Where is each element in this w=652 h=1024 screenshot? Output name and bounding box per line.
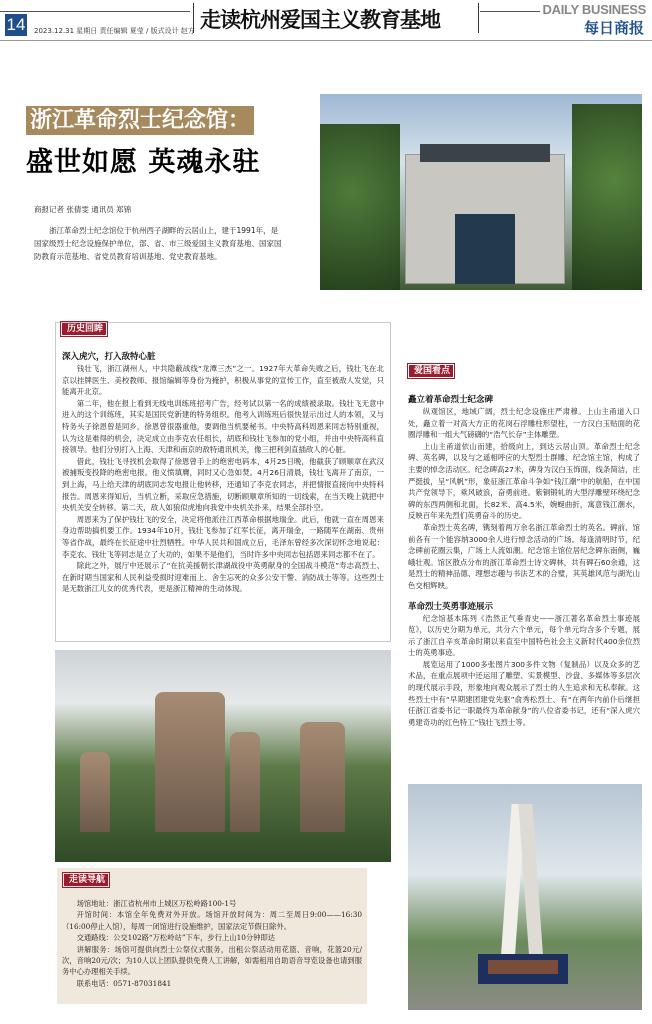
guide-info — [62, 898, 362, 989]
guide-transport: 交通路线：公交102路“万松岭站”下车，步行上山10分钟即达 — [76, 933, 276, 943]
guide-phone: 联系电话：0571-87031841 — [76, 978, 172, 988]
paragraph: 纪念馆基本陈列《浩然正气垂青史——浙江著名革命烈士事迹展览》，以历史分期为单元，共分六个单元，每个单元均含多个专题，展示了浙江自辛亥革命时期以来直至中国特色社会主义新时代400余位烈士的英勇事迹。 — [408, 613, 640, 658]
guide-address: 场馆地址：浙江省杭州市上城区万松岭路100-1号 — [76, 899, 237, 908]
paragraph: 纵观馆区，地域广阔，烈士纪念设施庄严肃穆。上山主甬道入口处，矗立着一对高大方正的花岗石浮雕柱形望柱，一方汉白玉贴面的花圈浮雕和一组大气磅礴的“浩气长存”主体雕塑。 — [408, 407, 640, 440]
memorial-hall-photo — [320, 94, 642, 290]
header-rule — [480, 11, 540, 12]
divider — [0, 40, 652, 41]
brand-english: DAILY BUSINESS — [542, 2, 646, 17]
section-label-history: 历史回眸 — [62, 323, 106, 335]
section-title: 走读杭州爱国主义教育基地 — [200, 7, 440, 32]
issue-meta: 2023.12.31 星期日 责任编辑 夏莹 / 版式设计 赵方 — [34, 27, 195, 35]
divider — [478, 3, 479, 33]
subtitle: 矗立着革命烈士纪念碑 — [408, 395, 494, 405]
paragraph: 展览运用了1000多张图片300多件文物（复制品）以及众多的艺术品，在重点展项中还运用了雕塑、实景模型、沙盘、多媒体等多层次的现代展示手段，形象地向观众展示了烈士的人生追求和无私奉献。这些烈士中有“早期建团建党先驱”俞秀松烈士、有“在两年内前仆后继担任浙江省委书记一职最终为革命献身”的八位省委书记，还有“深入虎穴勇建奇功的红色特工”钱壮飞烈士等。 — [408, 659, 640, 727]
sculpture-group-photo — [55, 650, 391, 862]
paragraph: 周恩来为了保护钱壮飞的安全，决定将他派往江西革命根据地瑞金。此后，他就一直在周恩来身边帮助搞机要工作。1934年10月，钱壮飞参加了红军长征，离开瑞金，一路随军在湖南、贵州等省作战，最终在长征途中壮烈牺牲。中华人民共和国成立后，毛泽东曾经多次深切怀念地说起：李克农、钱壮飞等同志是立了大功的，如果不是他们，当时许多中央同志包括恩来同志都不在了。 — [62, 514, 384, 559]
brand-logo: 每日商报 — [583, 19, 644, 37]
byline: 商报记者 张倩雯 通讯员 郑锦 — [34, 205, 132, 214]
guide-hours: 开馆时间：本馆全年免费对外开放。场馆开放时间为：周二至周日9:00——16:30（16:00停止入馆），每周一闭馆进行设施维护，国家法定节假日除外。 — [62, 910, 362, 931]
paragraph: 第二年，他在报上看到无线电训练班招考广告，经考试以第一名的成绩被录取。钱壮飞无意中进入的这个训练班，其实是国民党新建的特务组织。他考入训练班后很快显示出过人的本领，又与特务头子徐恩曾是同乡，徐恩曾很器重他，要调他当机要秘书。中央特高科周恩来同志特别重视，认为这是难得的机会，决定成立由李克农任组长，胡底和钱壮飞参加的党小组，并由中央特高科直接领导。他们分别打入上海、天津和南京的敌特通讯机关，像三把利剑直插敌人的心脏。 — [62, 398, 384, 455]
divider — [193, 3, 194, 33]
patriotic-column — [408, 385, 640, 728]
page-number: 14 — [6, 15, 26, 34]
history-subtitle: 深入虎穴，打入敌特心脏 — [62, 352, 156, 362]
paragraph: 上山主甬道依山而建，拾级向上，到达云居山顶。革命烈士纪念碑、英名碑，以及与之遥相呼应的大型烈士群雕、纪念馆主馆，构成了主要的悼念活动区。纪念碑高27米，碑身为汉白玉饰面，线条简洁，庄严挺拔，呈“风帆”形，象征浙江革命斗争如“钱江潮”中的航船，在中国共产党领导下，乘风破浪，奋勇前进。紫铜锻轧的大型浮雕壁环绕纪念碑的东西两侧和北面，长82米、高4.5米，婉蜒曲折，寓意钱江潮水，反映百年来先烈们英勇奋斗的历史。 — [408, 441, 640, 521]
paragraph: 除此之外，展厅中还展示了“在抗美援朝长津湖战役中英勇献身的全国战斗模范”寿志高烈士、在新时期当国家和人民利益受损时迎难而上、舍生忘死的众多公安干警、消防战士等等。这些烈士是无数浙江儿女的优秀代表，更是浙江精神的生动体现。 — [62, 561, 384, 594]
section-label-guide: 走读导航 — [64, 874, 108, 886]
header-rule — [0, 11, 190, 12]
paragraph: 革命烈士英名碑，镌刻着两万余名浙江革命烈士的英名。碑前、馆前各有一个能容纳3000余人进行悼念活动的广场。每逢清明时节，纪念碑前花圈云集，广场上人流如潮。纪念馆主馆位居纪念碑东南侧，巍峨壮观。馆区散点分布的浙江革命烈士诗文碑林，共有碑石60余通，这是烈士的精神品德、理想志趣与书法艺术的合璧，其英雄风范与湖光山色交相辉映。 — [408, 522, 640, 590]
article-intro: 浙江革命烈士纪念馆位于杭州西子湖畔的云居山上，建于1991年，是国家级烈士纪念设施保护单位，部、省、市三级爱国主义教育基地、国家国防教育示范基地、省党员教育培训基地、党史教育基地。 — [34, 226, 282, 261]
guide-service: 讲解服务：场馆可提供向烈士公祭仪式服务，出租公祭活动用花篮、音响，花篮20元/次，音响20元/次；为10人以上团队提供免费人工讲解，如需租用自助语音导览设备也请到服务中心办理相关手续。 — [62, 944, 362, 977]
history-column — [62, 350, 384, 595]
paragraph: 借此，钱壮飞寻找机会取得了徐恩曾手上的绝密电码本，4月25日晚，他截获了顾顺章在武汉被捕叛变投降的绝密电报。他义愤填膺，同时又心急如焚。4月26日清晨，钱壮飞离开了南京，一到上海，马上给天津的胡底同志发电报让他转移，还通知了李克农同志，并把情报直接向中央特科报告。周恩来得知后，当机立断，采取应急措施，切断顾顺章所知的一切线索，在当天晚上就把中央机关安全转移。第二天，敌人如狼似虎地向我党中央机关扑来，结果全部扑空。 — [62, 456, 384, 513]
subtitle: 革命烈士英勇事迹展示 — [408, 601, 494, 612]
paragraph: 钱壮飞，浙江湖州人，中共隐蔽战线“龙潭三杰”之一。1927年大革命失败之后，钱壮飞在北京以挂牌医生、美校教师、报馆编辑等身份为掩护，积极从事党的宣传工作，直至被敌人发觉，只能离开北京。 — [62, 364, 384, 397]
monument-photo — [408, 784, 642, 1010]
section-label-patriotic: 爱国看点 — [409, 365, 453, 377]
article-kicker: 浙江革命烈士纪念馆： — [26, 106, 254, 135]
article-headline: 盛世如愿 英魂永驻 — [26, 147, 261, 178]
